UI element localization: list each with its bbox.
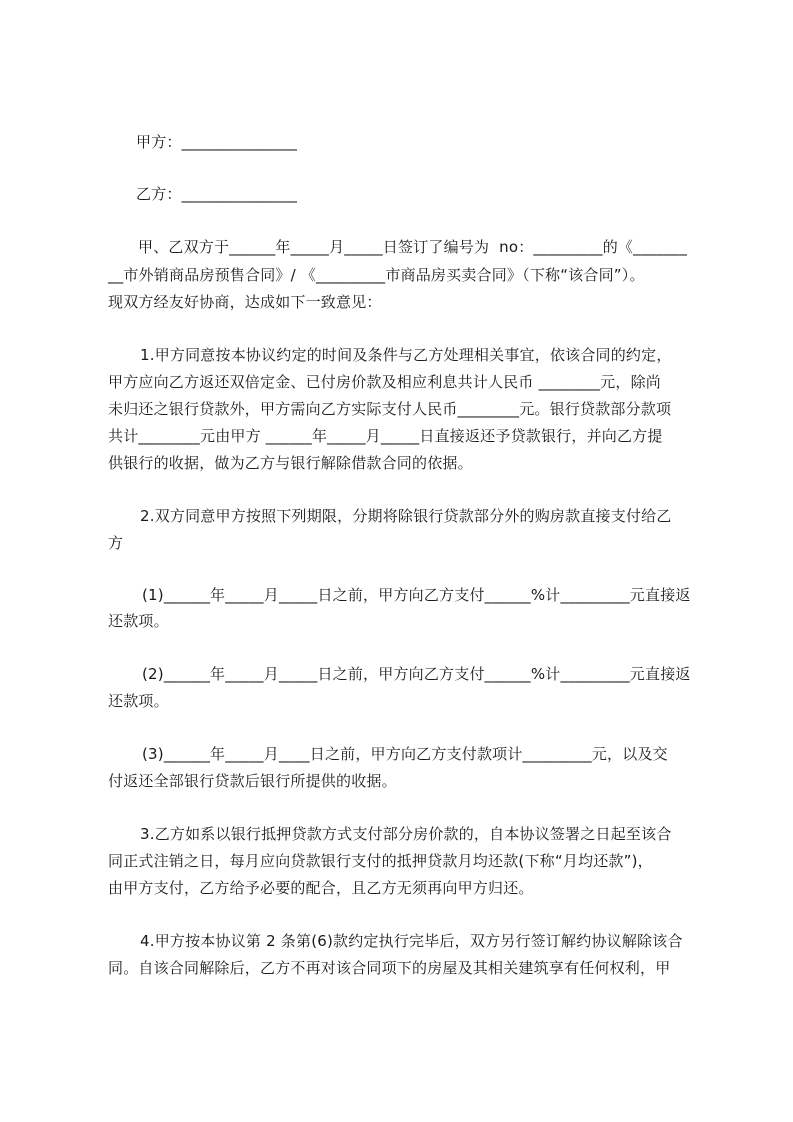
- clause-1-line-1: 1.甲方同意按本协议约定的时间及条件与乙方处理相关事宜，依该合同的约定，: [140, 346, 672, 364]
- clause-2-line-1: 2.双方同意甲方按照下列期限，分期将除银行贷款部分外的购房款直接支付给乙: [140, 507, 672, 525]
- clause-4-line-1: 4.甲方按本协议第 2 条第(6)款约定执行完毕后，双方另行签订解约协议解除该合: [140, 932, 683, 950]
- item-2-line-1: (2)______年_____月_____日之前，甲方向乙方支付______%计_________元直接返: [142, 665, 691, 683]
- clause-4-line-2: 同。自该合同解除后，乙方不再对该合同项下的房屋及其相关建筑享有任何权利，甲: [108, 959, 671, 977]
- preamble-line-2: __市外销商品房预售合同》/ 《_________市商品房买卖合同》（下称“该合同”）。: [108, 266, 645, 284]
- preamble-line-1: 甲、乙双方于______年_____月_____日签订了编号为 no：_________的《_______: [138, 238, 688, 256]
- item-2-line-2: 还款项。: [108, 692, 169, 710]
- item-3-line-2: 付返还全部银行贷款后银行所提供的收据。: [108, 772, 397, 790]
- clause-2-line-2: 方: [108, 534, 124, 552]
- item-3-line-1: (3)______年_____月____日之前，甲方向乙方支付款项计_________元，以及交: [142, 745, 668, 763]
- clause-1-line-4: 共计________元由甲方 ______年_____月_____日直接返还予贷款银行，并向乙方提: [108, 427, 663, 445]
- item-1-line-2: 还款项。: [108, 612, 169, 630]
- clause-1-line-5: 供银行的收据，做为乙方与银行解除借款合同的依据。: [108, 454, 473, 472]
- party-b-line: 乙方：_______________: [136, 185, 298, 203]
- preamble-line-3: 现双方经友好协商，达成如下一致意见：: [108, 293, 382, 311]
- clause-1-line-3: 未归还之银行贷款外，甲方需向乙方实际支付人民币________元。银行贷款部分款项: [108, 400, 672, 418]
- clause-3-line-1: 3.乙方如系以银行抵押贷款方式支付部分房价款的，自本协议签署之日起至该合: [140, 825, 672, 843]
- clause-1-line-2: 甲方应向乙方返还双倍定金、已付房价款及相应利息共计人民币 ________元，除尚: [108, 373, 661, 391]
- clause-3-line-3: 由甲方支付，乙方给予必要的配合，且乙方无须再向甲方归还。: [108, 879, 534, 897]
- clause-3-line-2: 同正式注销之日，每月应向贷款银行支付的抵押贷款月均还款(下称“月均还款”)，: [108, 852, 653, 870]
- party-a-line: 甲方：_______________: [136, 133, 298, 151]
- item-1-line-1: (1)______年_____月_____日之前，甲方向乙方支付______%计_________元直接返: [142, 586, 691, 604]
